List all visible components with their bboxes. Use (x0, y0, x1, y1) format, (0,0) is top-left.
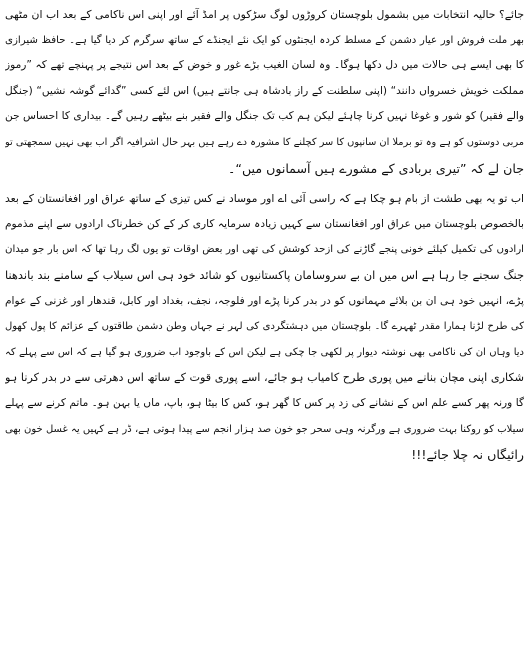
text-line: دیا وہاں ان کی ناکامی بھی نوشتہ دیوار پر لکھی جا چکی ہے لیکن اس کے باوجود اب ضروری ہو گیا ہے کہ اس سے پہلے کہ (5, 346, 524, 358)
paragraph-2 (5, 186, 524, 468)
text-line: اب تو یہ بھی طشت از بام ہو چکا ہے کہ راسی آئی اے اور موساد نے کس تیزی کے ساتھ عراق اور افغانستان کے بعد (5, 192, 524, 206)
text-line: پڑے، انہیں خود ہی ان بن بلائے مہمانوں کو در بدر کرنا پڑے اور فلوجہ، نجف، بغداد اور کابل، قندھار اور غزنی کے عوام (5, 294, 524, 307)
paragraph-1 (5, 2, 524, 181)
text-line: مربی دوستوں کو ہے وہ تو برملا ان سانپوں کا سر کچلنے کا مشورہ دے رہے ہیں بہر حال اشرافیہ اگر اب بھی نہیں سمجھتی تو (5, 136, 524, 148)
text-line: ارادوں کی تکمیل کیلئے خونی پنجے گاڑنے کی ازحد کوشش کی تھی اور بعض اوقات تو یوں لگ رہا تھا کہ اس بار جو میدان (5, 244, 524, 256)
text-line: جنگ سجنے جا رہا ہے اس میں ان بے سروسامان پاکستانیوں کو شائد خود ہی اس سیلاب کے سامنے بند باندھنا (5, 267, 524, 282)
text-line: جائے؟ حالیہ انتخابات میں بشمول بلوچستان کروڑوں لوگ سڑکوں پر امڈ آئے اور اپنی اس ناکامی کے بعد اب ان مٹھی (5, 8, 524, 21)
text-line: کا بھی ایسے ہی حالات میں دل دکھا ہوگا۔ وہ لسان الغیب بڑے غور و خوض کے بعد اس نتیجے پر پہنچے تھے کہ ”رموز (5, 59, 524, 72)
text-line: کی طرح لڑنا ہمارا مقدر ٹھہرے گا۔ بلوچستان میں دہشتگردی کی لہر نے جہاں وطن دشمن طاقتوں کے عزائم کا پول کھول (5, 321, 524, 333)
text-line: رائیگاں نہ چلا جائے!!! (411, 447, 524, 463)
text-line: جان لے کہ ”تیری بربادی کے مشورے ہیں آسمانوں میں“۔ (228, 160, 524, 176)
text-line: والے فقیر) کو شور و غوغا نہیں کرنا چاہئے لیکن ہم کب تک جنگل والے فقیر بنے بیٹھے رہیں گے۔ بیداری کا احساس جن (5, 110, 524, 123)
text-line: بھر ملت فروش اور عیار دشمن کے مسلط کردہ ایجنٹوں کو ایک نئے ایجنڈے کے ساتھ سرگرم کر دیا گیا ہے۔ حافظ شیرازی (5, 34, 524, 46)
text-line: شکاری اپنی مچان بنانے میں پوری طرح کامیاب ہو جائے، اسے پوری قوت کے ساتھ اس دھرتی سے در بدر کرنا ہو (5, 371, 524, 385)
text-line: سیلاب کو روکنا بہت ضروری ہے ورگرنہ وہی سحر جو خون صد ہزار انجم سے پیدا ہوتی ہے، ڈر ہے کہیں یہ غسل خون بھی (5, 423, 524, 435)
text-line: مملکت خویش خسرواں دانند“ (اپنی سلطنت کے راز بادشاہ ہی جانتے ہیں) اس لئے کسی ”گدائے گوشہ نشیں“ (جنگل (5, 84, 524, 97)
text-line: بالخصوص بلوچستان میں عراق اور افغانستان سے کہیں زیادہ سرمایہ کاری کر کے کن خطرناک ارادوں سے اپنے مذموم (5, 217, 524, 230)
text-line: گا ورنہ پھر کسے علم اس کے نشانے کی زد پر کس کا گھر ہو، کس کا بیٹا ہو، باپ، ماں یا بہن ہو۔ ماتم کرنے سے پہلے (5, 396, 524, 409)
